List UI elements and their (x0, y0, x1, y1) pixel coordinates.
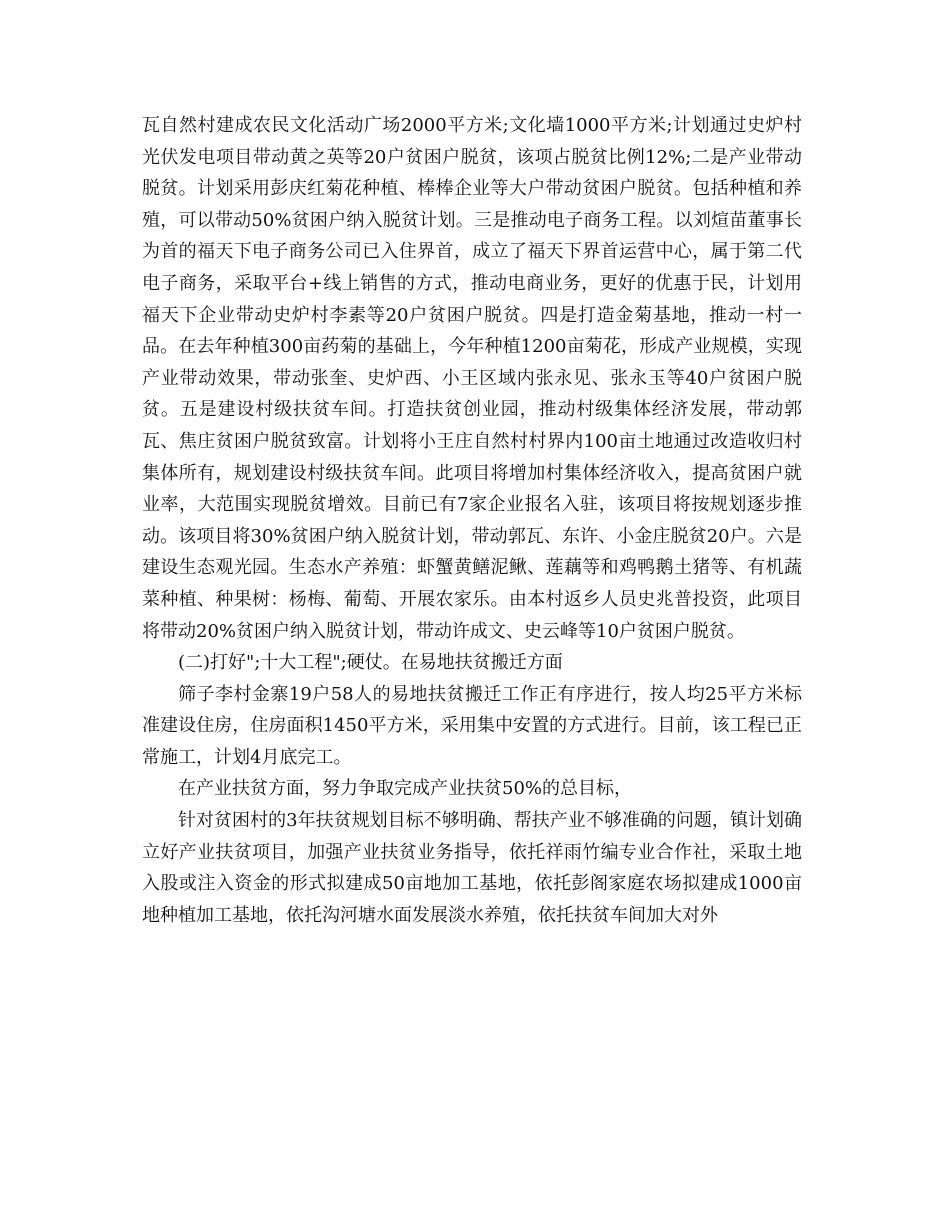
body-paragraph-3: 筛子李村金寨19户58人的易地扶贫搬迁工作正有序进行，按人均25平方米标准建设住房，住房面积1450平方米，采用集中安置的方式进行。目前，该工程已正常施工，计划4月底完工。 (142, 683, 802, 768)
section-heading-paragraph: (二)打好";十大工程";硬仗。在易地扶贫搬迁方面 (178, 652, 563, 674)
body-paragraph-1: 瓦自然村建成农民文化活动广场2000平方米;文化墙1000平方米;计划通过史炉村光伏发电项目带动黄之英等20户贫困户脱贫，该项占脱贫比例12%;二是产业带动脱贫。计划采用彭庆红菊花种植、棒棒企业等大户带动贫困户脱贫。包括种植和养殖，可以带动50%贫困户纳入脱贫计划。三是推动电子商务工程。以刘煊苗董事长为首的福天下电子商务公司已入住界首，成立了福天下界首运营中心，属于第二代电子商务，采取平台+线上销售的方式，推动电商业务，更好的优惠于民，计划用福天下企业带动史炉村李素等20户贫困户脱贫。四是打造金菊基地，推动一村一品。在去年种植300亩药菊的基础上，今年种植1200亩菊花，形成产业规模，实现产业带动效果，带动张奎、史炉西、小王区域内张永见、张永玉等40户贫困户脱贫。五是建设村级扶贫车间。打造扶贫创业园，推动村级集体经济发展，带动郭瓦、焦庄贫困户脱贫致富。计划将小王庄自然村村界内100亩土地通过改造收归村集体所有，规划建设村级扶贫车间。此项目将增加村集体经济收入，提高贫困户就业率，大范围实现脱贫增效。目前已有7家企业报名入驻，该项目将按规划逐步推动。该项目将30%贫困户纳入脱贫计划，带动郭瓦、东许、小金庄脱贫20户。六是建设生态观光园。生态水产养殖：虾蟹黄鳝泥鳅、莲藕等和鸡鸭鹅土猪等、有机蔬菜种植、种果树：杨梅、葡萄、开展农家乐。由本村返乡人员史兆普投资，此项目将带动20%贫困户纳入脱贫计划，带动许成文、史云峰等10户贫困户脱贫。 (142, 115, 802, 642)
document-body (142, 110, 802, 931)
body-paragraph-5: 针对贫困村的3年扶贫规划目标不够明确、帮扶产业不够准确的问题，镇计划确立好产业扶贫项目，加强产业扶贫业务指导，依托祥雨竹编专业合作社，采取土地入股或注入资金的形式拟建成50亩地加工基地，依托彭阁家庭农场拟建成1000亩地种植加工基地，依托沟河塘水面发展淡水养殖，依托扶贫车间加大对外 (142, 810, 802, 926)
body-paragraph-4: 在产业扶贫方面，努力争取完成产业扶贫50%的总目标， (178, 778, 633, 800)
